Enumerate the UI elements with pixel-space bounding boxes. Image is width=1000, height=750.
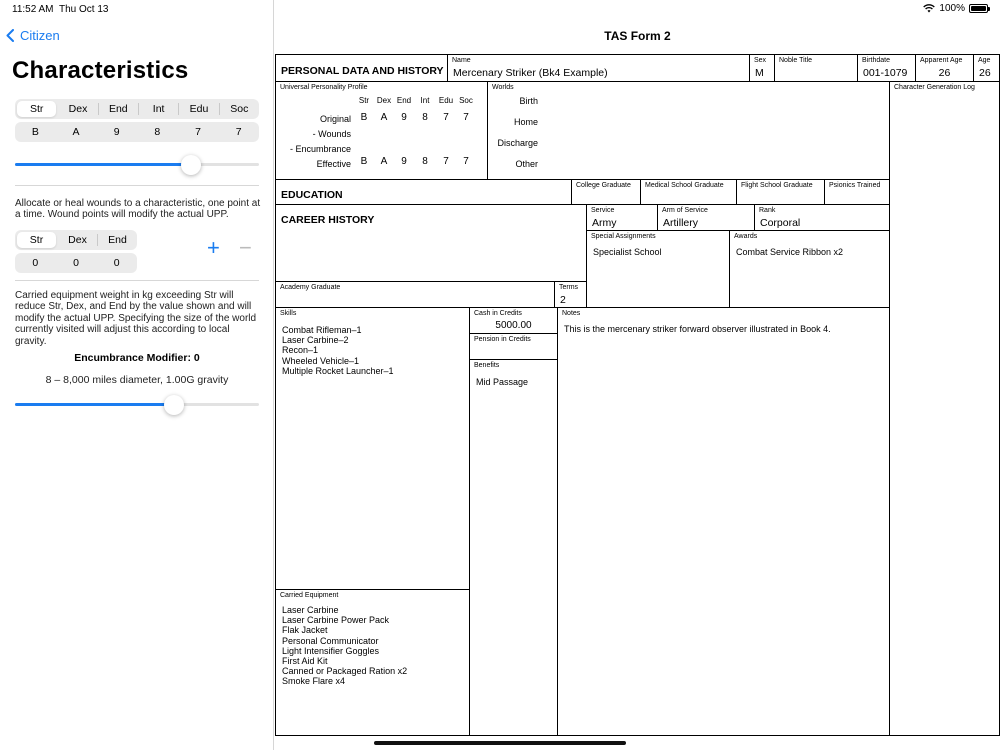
effective-value: 7 [443, 156, 449, 167]
cash-value: 5000.00 [495, 320, 532, 331]
awards-cell[interactable] [730, 231, 890, 308]
rank-cell[interactable] [755, 205, 890, 231]
page-title: Characteristics [12, 57, 189, 84]
chargen-label: Character Generation Log [894, 84, 975, 91]
original-value: 9 [401, 112, 407, 123]
upp-value: 8 [154, 126, 161, 138]
heal-wound-button[interactable]: − [239, 235, 252, 260]
section-education: EDUCATION [281, 189, 343, 201]
effective-value: 8 [422, 156, 428, 167]
seg-edu[interactable]: Edu [189, 103, 209, 115]
wound-value: 0 [32, 257, 39, 269]
equipment-label: Carried Equipment [280, 592, 339, 599]
skills-cell[interactable] [276, 308, 470, 590]
wound-values-row [15, 253, 137, 273]
worlds-block [488, 82, 890, 180]
upp-col: Edu [438, 96, 454, 105]
list-item: Combat Rifleman–1 [282, 325, 362, 335]
upp-value: 7 [235, 126, 242, 138]
benefits-label: Benefits [474, 362, 500, 369]
name-cell[interactable] [448, 55, 750, 82]
list-item: Smoke Flare x4 [282, 676, 346, 687]
upp-col: Str [358, 96, 370, 105]
upp-value: 7 [195, 126, 201, 138]
service-label: Service [591, 207, 615, 214]
seg-wound-dex[interactable]: Dex [68, 234, 87, 246]
characteristic-slider[interactable] [15, 155, 259, 175]
sex-value: M [755, 67, 764, 79]
slider-thumb[interactable] [181, 155, 201, 175]
original-value: 8 [422, 112, 428, 123]
rank-value: Corporal [760, 217, 801, 229]
cash-cell[interactable] [470, 308, 558, 334]
tas-form-2 [275, 54, 1000, 736]
wifi-icon [923, 4, 935, 13]
worlds-label: Worlds [492, 84, 514, 91]
special-value: Specialist School [593, 247, 662, 257]
academy-label: Academy Graduate [280, 284, 341, 291]
medical-cell[interactable] [641, 180, 737, 205]
world-birth: Birth [519, 96, 538, 106]
academy-cell[interactable] [276, 282, 555, 308]
age-label: Age [978, 57, 991, 64]
equipment-cell[interactable] [276, 590, 470, 735]
skills-label: Skills [280, 310, 297, 317]
effective-value: B [360, 156, 368, 167]
list-item: First Aid Kit [282, 656, 328, 667]
noble-title-cell[interactable] [775, 55, 858, 82]
psionics-cell[interactable] [825, 180, 890, 205]
original-value: 7 [443, 112, 449, 123]
upp-col: Soc [459, 96, 473, 105]
college-label: College Graduate [576, 182, 631, 189]
row-effective: Effective [316, 159, 351, 169]
age-value: 26 [979, 67, 991, 79]
sex-cell[interactable] [750, 55, 775, 82]
equipment-list [282, 605, 407, 687]
medical-label: Medical School Graduate [645, 182, 724, 189]
divider [15, 280, 259, 281]
row-wounds: - Wounds [312, 129, 351, 139]
row-encumbrance: - Encumbrance [289, 144, 351, 154]
list-item: Laser Carbine–2 [282, 335, 349, 346]
rank-label: Rank [759, 207, 776, 214]
slider-thumb[interactable] [164, 395, 184, 415]
arm-value: Artillery [663, 217, 699, 229]
pension-label: Pension in Credits [474, 336, 531, 343]
divider [15, 185, 259, 186]
career-header [276, 205, 587, 282]
list-item: Multiple Rocket Launcher–1 [282, 365, 394, 376]
sidebar [0, 0, 274, 750]
original-value: A [380, 112, 388, 123]
world-size-label: 8 – 8,000 miles diameter, 1.00G gravity [45, 374, 229, 386]
original-value: B [360, 112, 368, 123]
pension-cell[interactable] [470, 334, 558, 360]
birthdate-cell[interactable] [858, 55, 916, 82]
upp-values-row [15, 122, 259, 142]
encumbrance-modifier: Encumbrance Modifier: 0 [74, 352, 200, 364]
section-personal: PERSONAL DATA AND HISTORY [281, 65, 444, 77]
back-label: Citizen [20, 28, 60, 43]
battery-percent: 100% [939, 3, 965, 14]
apparent-age-label: Apparent Age [920, 57, 963, 64]
effective-value: 7 [463, 156, 469, 167]
upp-block [276, 82, 488, 180]
wound-description: Allocate or heal wounds to a characteristic, one point at a time. Wound points will modify the actual UPP. [15, 198, 261, 221]
noble-label: Noble Title [779, 57, 813, 64]
seg-wound-end[interactable]: End [108, 234, 127, 246]
world-size-slider[interactable] [15, 395, 259, 415]
list-item: Light Intensifier Goggles [282, 645, 380, 656]
upp-col: End [396, 96, 412, 105]
name-value: Mercenary Striker (Bk4 Example) [453, 67, 608, 79]
seg-soc[interactable]: Soc [230, 103, 249, 115]
list-item: Flak Jacket [282, 625, 328, 636]
notes-value: This is the mercenary striker forward observer illustrated in Book 4. [564, 324, 831, 334]
chargen-log [890, 82, 1000, 735]
wound-picker[interactable] [15, 230, 137, 250]
flight-cell[interactable] [737, 180, 825, 205]
apparent-age-value: 26 [938, 67, 951, 79]
add-wound-button[interactable]: + [207, 235, 220, 260]
upp-col: Dex [376, 96, 392, 105]
section-career: CAREER HISTORY [281, 214, 375, 226]
birthdate-label: Birthdate [862, 57, 891, 64]
flight-label: Flight School Graduate [741, 182, 813, 189]
list-item: Recon–1 [282, 345, 319, 356]
effective-value: 9 [401, 156, 407, 167]
arm-cell[interactable] [658, 205, 755, 231]
world-discharge: Discharge [497, 138, 538, 148]
birthdate-value: 001-1079 [863, 67, 908, 79]
row-original: Original [319, 114, 351, 124]
upp-col: Int [420, 96, 430, 105]
notes-cell[interactable] [558, 308, 890, 735]
world-home: Home [513, 117, 538, 127]
slider-fill [15, 163, 191, 166]
special-assignments-cell[interactable] [587, 231, 730, 308]
seg-dex[interactable]: Dex [68, 103, 88, 115]
notes-label: Notes [562, 310, 581, 317]
status-right [923, 3, 988, 14]
terms-cell[interactable] [555, 282, 587, 308]
list-item: Laser Carbine [282, 605, 339, 615]
service-value: Army [592, 217, 617, 229]
benefits-value: Mid Passage [476, 377, 529, 387]
benefits-cell[interactable] [470, 360, 558, 735]
college-cell[interactable] [572, 180, 641, 205]
sex-label: Sex [754, 57, 767, 64]
effective-value: A [380, 156, 388, 167]
status-time: 11:52 AM [12, 4, 54, 15]
upp-value: A [72, 126, 80, 138]
status-date: Thu Oct 13 [59, 4, 109, 15]
education-header [276, 180, 572, 205]
apparent-age-cell[interactable] [916, 55, 974, 82]
list-item: Laser Carbine Power Pack [282, 615, 390, 626]
terms-value: 2 [560, 294, 566, 306]
wound-value: 0 [73, 257, 79, 269]
form-title: TAS Form 2 [604, 29, 671, 43]
awards-value: Combat Service Ribbon x2 [736, 247, 844, 257]
seg-str[interactable]: Str [17, 101, 56, 117]
arm-label: Arm of Service [662, 207, 708, 214]
name-label: Name [452, 57, 471, 64]
special-label: Special Assignments [591, 233, 656, 240]
seg-end[interactable]: End [108, 103, 128, 115]
original-value: 7 [463, 112, 469, 123]
list-item: Canned or Packaged Ration x2 [282, 666, 408, 677]
upp-value: 9 [113, 126, 120, 138]
wound-value: 0 [113, 257, 120, 269]
awards-label: Awards [734, 233, 758, 240]
upp-value: B [31, 126, 39, 138]
psionics-label: Psionics Trained [829, 182, 881, 189]
service-cell[interactable] [587, 205, 658, 231]
home-indicator[interactable] [374, 741, 626, 745]
world-other: Other [515, 159, 538, 169]
age-cell[interactable] [974, 55, 1000, 82]
skills-list [282, 325, 394, 376]
terms-label: Terms [559, 284, 579, 291]
cash-label: Cash in Credits [474, 310, 522, 317]
encumbrance-description: Carried equipment weight in kg exceeding Str will reduce Str, Dex, and End by the value shown and will modify the actual UPP. Specifying the size of the world currently visited will adjust this according to local gravity. [15, 290, 257, 347]
upp-label: Universal Personality Profile [280, 84, 368, 91]
battery-icon [969, 4, 988, 13]
characteristic-picker[interactable] [15, 99, 259, 119]
seg-wound-str[interactable]: Str [17, 232, 56, 248]
back-button[interactable] [6, 28, 60, 43]
list-item: Personal Communicator [282, 635, 379, 646]
chevron-left-icon [6, 29, 14, 42]
slider-fill [15, 403, 174, 406]
personal-section-header [276, 55, 448, 82]
seg-int[interactable]: Int [152, 103, 165, 115]
list-item: Wheeled Vehicle–1 [282, 355, 360, 366]
